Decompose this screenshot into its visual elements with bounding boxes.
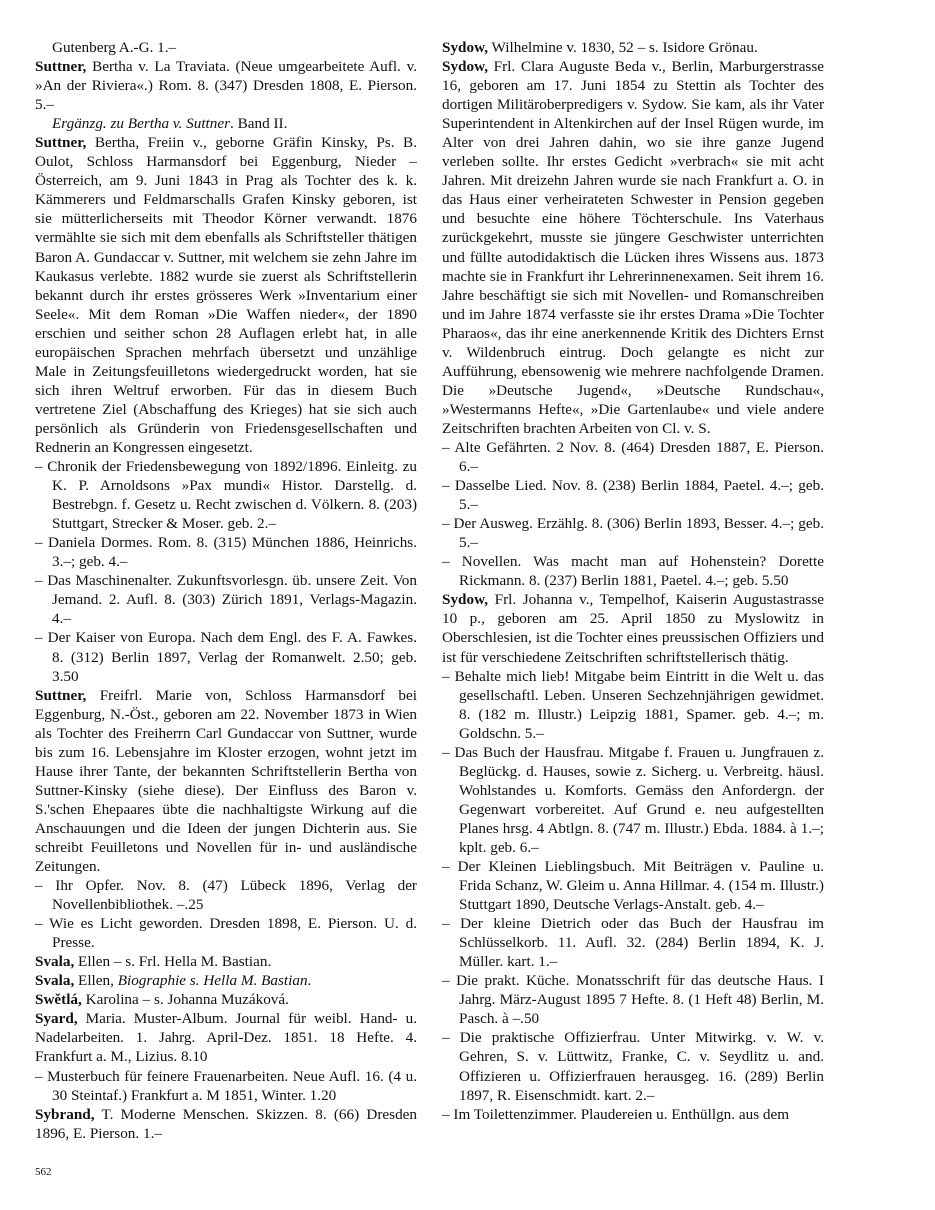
sub-entry: – Der Ausweg. Erzählg. 8. (306) Berlin 1893, Besser. 4.–; geb. 5.–: [442, 515, 824, 552]
entry: Ergänzg. zu Bertha v. Suttner. Band II.: [52, 115, 288, 133]
sub-entry: – Wie es Licht geworden. Dresden 1898, E. Pierson. U. d. Presse.: [35, 915, 417, 952]
sub-entry: – Das Maschinenalter. Zukunftsvorlesgn. üb. unsere Zeit. Von Jemand. 2. Aufl. 8. (303) Zürich 1891, Verlags-Magazin. 4.–: [35, 572, 417, 628]
right-column: [442, 38, 824, 1124]
entry: Svala, Ellen, Biographie s. Hella M. Bastian.: [35, 972, 312, 990]
sub-entry: – Alte Gefährten. 2 Nov. 8. (464) Dresden 1887, E. Pierson. 6.–: [442, 438, 824, 476]
sub-entry: – Der Kleinen Lieblingsbuch. Mit Beiträgen v. Pauline u. Frida Schanz, W. Gleim u. Anna Hillmar. 4. (154 m. Illustr.) Stuttgart 1890, Deutsche Verlags-Anstalt. geb. 4.–: [442, 858, 824, 914]
sub-entry: – Behalte mich lieb! Mitgabe beim Eintritt in die Welt u. das gesellschaftl. Leben. Unseren Sechzehnjährigen gewidmet. 8. (182 m. Illustr.) Leipzig 1881, Spamer. geb. 4.–; m. Goldschn. 5.–: [442, 667, 824, 742]
sub-entry: – Ihr Opfer. Nov. 8. (47) Lübeck 1896, Verlag der Novellenbibliothek. –.25: [35, 877, 417, 914]
entry: Sydow, Frl. Johanna v., Tempelhof, Kaiserin Augustastrasse 10 p., geboren am 25. April 1850 zu Myslowitz in Oberschlesien, ist die Tochter eines preussischen Offiziers und ist für verschiedene Zeitschriften schriftstellerisch thätig.: [442, 591, 824, 666]
entry: Sybrand, T. Moderne Menschen. Skizzen. 8. (66) Dresden 1896, E. Pierson. 1.–: [35, 1105, 417, 1142]
entry: Sydow, Wilhelmine v. 1830, 52 – s. Isidore Grönau.: [442, 39, 758, 56]
sub-entry: – Die praktische Offizierfrau. Unter Mitwirkg. v. W. v. Gehren, S. v. Lüttwitz, Franke, C. v. Seydlitz u. and. Offizieren u. Offizierfrauen herausgeg. 16. (289) Berlin 1897, R. Eisenschmidt. kart. 2.–: [442, 1029, 824, 1104]
page-number: 562: [35, 1166, 52, 1178]
sub-entry: – Die prakt. Küche. Monatsschrift für das deutsche Haus. I Jahrg. März-August 1895 7 Hefte. 8. (1 Heft 48) Berlin, M. Pasch. à –.50: [442, 972, 824, 1028]
entry: Suttner, Bertha v. La Traviata. (Neue umgearbeitete Aufl. v. »An der Riviera«.) Rom. 8. (347) Dresden 1808, E. Pierson. 5.–: [35, 58, 417, 114]
sub-entry: – Im Toilettenzimmer. Plaudereien u. Enthüllgn. aus dem: [442, 1105, 790, 1123]
entry: Syard, Maria. Muster-Album. Journal für weibl. Hand- u. Nadelarbeiten. 1. Jahrg. April-Dez. 1851. 18 Hefte. 4. Frankfurt a. M., Lizius. 8.10: [35, 1010, 417, 1066]
entry: Svala, Ellen – s. Frl. Hella M. Bastian.: [35, 953, 272, 971]
entry: Suttner, Bertha, Freiin v., geborne Gräfin Kinsky, Ps. B. Oulot, Schloss Harmansdorf bei Eggenburg, Nieder – Österreich, am 9. Juni 1843 in Prag als Tochter des k. k. Kämmerers und Feldmarschalls Grafen Kinsky geboren, ist sie mütterlicherseits mit Theodor Körner verwandt. 1876 vermählte sie sich mit dem ebenfalls als Schriftsteller thätigen Baron A. Gundaccar v. Suttner, mit welchem sie zehn Jahre im Kaukasus verlebte. 1882 wurde sie zuerst als Schriftstellerin bekannt durch ihr erstes grösseres Werk »Inventarium einer Seele«. Mit dem Roman »Die Waffen nieder«, der 1890 erschien und seither schon 28 Auflagen erlebt hat, in alle europäischen Sprachen mehrfach übersetzt und unzählige Male in Zeitungsfeuilletons wiedergedruckt worden, hat sie sich ihren Weltruf erworben. Für das in diesem Buch vertretene Ziel (Abschaffung des Krieges) hat sie sich auch persönlich als Gründerin von Friedensgesellschaften und Rednerin an Kongressen eingesetzt.: [35, 134, 417, 456]
sub-entry: – Dasselbe Lied. Nov. 8. (238) Berlin 1884, Paetel. 4.–; geb. 5.–: [442, 477, 824, 514]
sub-entry: – Musterbuch für feinere Frauenarbeiten. Neue Aufl. 16. (4 u. 30 Steintaf.) Frankfurt a. M 1851, Winter. 1.20: [35, 1067, 417, 1104]
entry: Sydow, Frl. Clara Auguste Beda v., Berlin, Marburgerstrasse 16, geboren am 17. Juni 1854 zu Stettin als Tochter des dortigen Militäroberpredigers v. Sydow. Sie kam, als ihr Vater Superintendent in Altenkirchen auf der Insel Rügen wurde, im Alter von drei Jahren dahin, wo sie ihre ganze Jugend verleben sollte. Ihr erstes Gedicht »verbrach« sie mit acht Jahren. Mit dreizehn Jahren wurde sie nach Frankfurt a. O. in das Haus einer verheirateten Schwester in Pension gegeben und besuchte eine höhere Töchterschule. Ins Vaterhaus zurückgekehrt, musste sie jüngere Geschwister unterrichten und füllte autodidaktisch die Lücken ihres Wissens aus. 1873 machte sie in Frankfurt ihr Lehrerinnenexamen. Seit ihrem 16. Jahre beschäftigt sie sich mit Novellen- und Romanschreiben und im Jahre 1874 verfasste sie ihr erstes Drama »Die Tochter Pharaos«, das ihr eine anerkennende Kritik des Dichters Ernst v. Wildenbruch eintrug. Doch gelangte es nicht zur Aufführung, ebensowenig wie mehrere nachfolgende Dramen. Die »Deutsche Jugend«, »Deutsche Rundschau«, »Westermanns Hefte«, »Die Gartenlaube« und viele andere Zeitschriften brachten Arbeiten von Cl. v. S.: [442, 58, 824, 437]
sub-entry: – Der Kaiser von Europa. Nach dem Engl. des F. A. Fawkes. 8. (312) Berlin 1897, Verlag der Romanwelt. 2.50; geb. 3.50: [35, 629, 417, 685]
sub-entry: – Das Buch der Hausfrau. Mitgabe f. Frauen u. Jungfrauen z. Beglückg. d. Hauses, sowie z. Sicherg. u. Verbreitg. häusl. Wohlstandes u. Komforts. Gemäss den Anfordergn. der Gegenwart vorbereitet. Auf Grund e. neu aufgestellten Planes hrsg. 4 Abtlgn. 8. (747 m. Illustr.) Ebda. 1884. à 1.–; kplt. geb. 6.–: [442, 743, 824, 856]
entry: Suttner, Freifrl. Marie von, Schloss Harmansdorf bei Eggenburg, N.-Öst., geboren am 22. November 1873 in Wien als Tochter des Freiherrn Carl Gundaccar von Suttner, wurde bis zum 16. Lebensjahre im Kloster erzogen, wohnt jetzt im Hause ihrer Tante, der bekannten Schriftstellerin Bertha von Suttner-Kinsky (siehe diese). Der Einfluss des Baron v. S.'schen Ehepaares übte die nachhaltigste Wirkung auf die Anschauungen und die Ideen der jungen Dichterin aus. Sie schreibt Feuilletons und Novellen für in- und ausländische Zeitungen.: [35, 686, 417, 876]
entry: Swětlá, Karolina – s. Johanna Muzáková.: [35, 991, 289, 1009]
sub-entry: – Novellen. Was macht man auf Hohenstein? Dorette Rickmann. 8. (237) Berlin 1881, Paetel. 4.–; geb. 5.50: [442, 553, 824, 590]
sub-entry: – Chronik der Friedensbewegung von 1892/1896. Einleitg. zu K. P. Arnoldsons »Pax mundi« Histor. Darstellg. d. Bestrebgn. f. Gesetz u. Recht zwischen d. Völkern. 8. (203) Stuttgart, Strecker & Moser. geb. 2.–: [35, 458, 417, 533]
sub-entry: – Der kleine Dietrich oder das Buch der Hausfrau im Schlüsselkorb. 11. Aufl. 32. (284) Berlin 1894, K. J. Müller. kart. 1.–: [442, 915, 824, 971]
entry: Gutenberg A.-G. 1.–: [52, 39, 177, 56]
left-column: [35, 38, 417, 1143]
sub-entry: – Daniela Dormes. Rom. 8. (315) München 1886, Heinrichs. 3.–; geb. 4.–: [35, 534, 417, 571]
